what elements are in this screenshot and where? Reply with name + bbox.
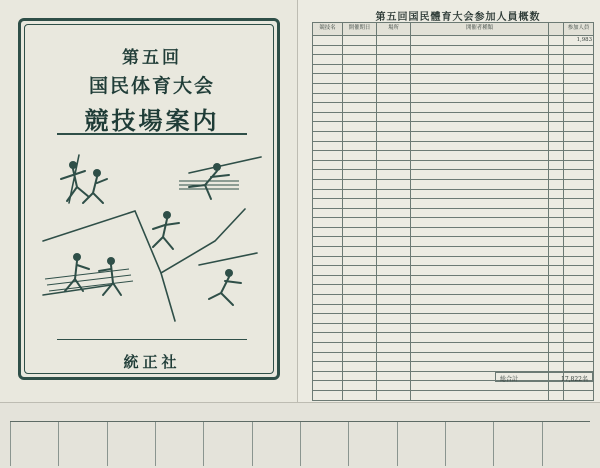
table-cell [313,323,343,333]
table-cell [343,112,377,122]
table-cell [549,304,564,314]
table-cell [549,323,564,333]
cover-rule [57,133,247,135]
table-cell [549,237,564,247]
table-cell [564,55,594,65]
table-cell [377,285,411,295]
table-cell [564,285,594,295]
table-cell [377,55,411,65]
table-cell [549,151,564,161]
table-cell [377,199,411,209]
table-cell [313,179,343,189]
table-cell [549,112,564,122]
table-cell [564,83,594,93]
table-cell [411,199,549,209]
table-row [313,74,594,84]
table-row [313,83,594,93]
cover-panel [0,0,298,402]
table-cell [564,122,594,132]
table-cell [564,141,594,151]
table-cell [313,93,343,103]
table-cell [564,93,594,103]
table-row [313,343,594,353]
table-cell [549,352,564,362]
strip-column [203,422,204,466]
table-cell [343,141,377,151]
table-cell [377,45,411,55]
table-cell [313,141,343,151]
table-row [313,362,594,372]
table-cell [411,93,549,103]
table-cell [343,208,377,218]
table-cell [564,199,594,209]
header-participants: 参加人員 [564,23,594,36]
table-cell [343,295,377,305]
table-cell [564,323,594,333]
table-cell [411,151,549,161]
cover-event-name: 国民体育大会 [88,75,215,97]
table-cell [313,275,343,285]
table-cell [564,74,594,84]
table-cell [564,189,594,199]
table-cell [313,237,343,247]
table-cell [564,390,594,400]
cover-frame [18,18,280,380]
table-cell [411,131,549,141]
table-cell [313,256,343,266]
table-row [313,266,594,276]
table-row [313,304,594,314]
table-cell [377,247,411,257]
table-cell [313,343,343,353]
table-cell [549,247,564,257]
table-row [313,199,594,209]
table-row [313,55,594,65]
table-row [313,390,594,400]
table-row [313,131,594,141]
table-cell [343,55,377,65]
table-cell [313,103,343,113]
table-cell [313,218,343,228]
table-cell [343,362,377,372]
table-cell [411,74,549,84]
table-cell [549,227,564,237]
table-cell [549,343,564,353]
table-cell [549,218,564,228]
table-cell [343,151,377,161]
table-cell [411,266,549,276]
table-cell [313,295,343,305]
table-row [313,93,594,103]
strip-column [300,422,301,466]
table-cell [343,256,377,266]
table-cell [377,275,411,285]
table-row [313,227,594,237]
cover-publisher: 統正社 [123,353,181,371]
header-event: 競技名 [313,23,343,36]
table-cell [549,64,564,74]
table-cell [377,371,411,381]
participants-table-title: 第五回国民體育大会参加人員概数 [375,12,541,23]
table-cell [377,256,411,266]
table-header-row [313,23,594,36]
table-cell [549,314,564,324]
table-cell [313,371,343,381]
table-cell [411,208,549,218]
table-cell [564,304,594,314]
table-cell [564,64,594,74]
table-cell [564,170,594,180]
table-cell [313,208,343,218]
table-cell [549,333,564,343]
table-row [313,112,594,122]
table-row [313,160,594,170]
table-cell [411,333,549,343]
table-cell [411,45,549,55]
table-cell [549,160,564,170]
total-label: 総合計 [500,376,519,383]
strip-column [252,422,253,466]
table-cell [564,237,594,247]
strip-column [493,422,494,466]
table-cell [377,227,411,237]
table-cell [377,314,411,324]
table-cell [377,74,411,84]
header-extra [549,23,564,36]
table-cell [411,112,549,122]
table-cell [411,170,549,180]
table-cell [411,64,549,74]
table-cell [377,362,411,372]
table-row [313,352,594,362]
table-cell [313,36,343,46]
bottom-strip-grid [10,421,590,465]
table-row [313,381,594,391]
table-cell [313,314,343,324]
table-row [313,122,594,132]
cover-edition: 第五回 [122,48,182,68]
table-cell [411,122,549,132]
table-cell [313,112,343,122]
table-cell [313,151,343,161]
table-cell [411,218,549,228]
table-cell [377,122,411,132]
table-cell [377,208,411,218]
strip-column [397,422,398,466]
table-cell [549,83,564,93]
table-cell [343,103,377,113]
strip-column [107,422,108,466]
table-cell [343,160,377,170]
table-row [313,275,594,285]
table-cell [564,333,594,343]
table-row [313,36,594,46]
table-cell [411,256,549,266]
table-cell [313,199,343,209]
participants-table [312,22,594,401]
table-cell [377,352,411,362]
table-cell [549,103,564,113]
table-cell [343,381,377,391]
table-cell [411,323,549,333]
table-cell [377,295,411,305]
table-row [313,218,594,228]
table-cell [343,237,377,247]
table-cell [313,83,343,93]
table-cell [343,371,377,381]
table-row [313,323,594,333]
table-cell [343,314,377,324]
table-row [313,314,594,324]
table-cell [564,256,594,266]
header-date: 開催期日 [343,23,377,36]
table-cell [549,170,564,180]
table-cell [411,83,549,93]
table-cell [564,208,594,218]
table-cell [377,160,411,170]
table-cell [411,103,549,113]
table-cell [411,285,549,295]
table-cell [377,36,411,46]
table-cell [343,36,377,46]
table-cell [377,333,411,343]
table-cell [549,285,564,295]
table-cell [343,199,377,209]
table-cell [343,285,377,295]
table-cell [377,83,411,93]
table-row [313,64,594,74]
table-cell [377,179,411,189]
table-row [313,103,594,113]
table-cell [411,362,549,372]
table-cell [549,131,564,141]
strip-column [58,422,59,466]
table-cell [377,141,411,151]
table-cell [411,381,549,391]
table-row [313,285,594,295]
table-cell [343,343,377,353]
table-cell [411,390,549,400]
table-cell [377,112,411,122]
table-cell [313,189,343,199]
table-cell [313,304,343,314]
table-cell [549,189,564,199]
table-cell [377,266,411,276]
table-cell [343,74,377,84]
table-row [313,295,594,305]
table-row [313,208,594,218]
strip-column [445,422,446,466]
table-cell [313,122,343,132]
table-cell [549,74,564,84]
table-cell [313,170,343,180]
table-row [313,247,594,257]
total-row [495,372,593,382]
table-cell [564,295,594,305]
table-cell [564,227,594,237]
table-cell [313,74,343,84]
table-cell [549,179,564,189]
table-cell [564,275,594,285]
strip-column [155,422,156,466]
table-cell [411,227,549,237]
table-cell [549,93,564,103]
table-cell [343,218,377,228]
table-cell [313,64,343,74]
table-cell [549,45,564,55]
table-cell [411,295,549,305]
header-venue: 場所 [377,23,411,36]
table-cell [549,208,564,218]
table-cell [343,333,377,343]
table-cell [411,304,549,314]
table-cell [313,45,343,55]
table-row [313,170,594,180]
table-cell [313,266,343,276]
table-cell [313,381,343,391]
table-cell [549,275,564,285]
table-row [313,189,594,199]
cover-title: 競技場案内 [84,106,220,135]
table-cell [343,227,377,237]
table-cell [564,314,594,324]
table-cell [313,362,343,372]
table-cell [343,122,377,132]
strip-column [348,422,349,466]
table-cell [313,333,343,343]
table-cell [564,160,594,170]
table-cell [343,304,377,314]
table-cell [377,304,411,314]
table-cell [564,179,594,189]
table-cell [343,131,377,141]
table-cell [549,199,564,209]
table-cell [377,323,411,333]
table-cell [343,323,377,333]
table-cell [343,64,377,74]
table-row [313,179,594,189]
table-cell [377,93,411,103]
table-cell [377,170,411,180]
table-cell [377,64,411,74]
table-cell [377,390,411,400]
participants-panel [298,0,600,402]
table-cell [411,314,549,324]
table-cell [343,83,377,93]
table-cell [411,247,549,257]
table-cell [564,151,594,161]
bottom-strip [0,402,600,468]
table-cell [564,112,594,122]
table-cell [411,343,549,353]
table-cell [564,362,594,372]
table-cell [549,295,564,305]
table-cell [343,247,377,257]
total-value: 17,822名 [561,376,588,383]
table-cell: 1,983 [564,36,594,46]
table-cell [377,131,411,141]
table-row [313,45,594,55]
table-cell [313,247,343,257]
table-cell [343,170,377,180]
table-cell [411,189,549,199]
strip-column [10,422,11,466]
table-cell [564,218,594,228]
table-cell [343,179,377,189]
athletes-illustration [39,145,265,325]
table-cell [313,227,343,237]
table-cell [549,266,564,276]
strip-column [542,422,543,466]
table-row [313,141,594,151]
table-cell [377,189,411,199]
table-cell [411,55,549,65]
table-cell [313,285,343,295]
table-cell [549,256,564,266]
table-cell [411,36,549,46]
table-cell [564,266,594,276]
table-cell [411,179,549,189]
table-cell [411,141,549,151]
table-cell [377,218,411,228]
table-cell [411,275,549,285]
table-cell [377,103,411,113]
table-cell [343,93,377,103]
table-cell [564,45,594,55]
table-cell [313,55,343,65]
table-cell [377,381,411,391]
table-row [313,333,594,343]
table-cell [549,55,564,65]
table-cell [313,160,343,170]
table-cell [377,237,411,247]
table-cell [549,362,564,372]
table-cell [549,36,564,46]
table-cell [313,131,343,141]
table-cell [343,275,377,285]
table-cell [343,352,377,362]
cover-publisher-rule [57,339,247,340]
table-cell [343,45,377,55]
table-cell [411,237,549,247]
table-cell [549,141,564,151]
table-row [313,151,594,161]
table-cell [549,390,564,400]
table-cell [411,352,549,362]
table-cell [343,189,377,199]
table-cell [564,131,594,141]
table-row [313,256,594,266]
header-category: 開催者種類 [411,23,549,36]
table-cell [564,352,594,362]
table-cell [343,390,377,400]
table-cell [313,352,343,362]
table-cell [564,343,594,353]
table-cell [343,266,377,276]
table-cell [377,151,411,161]
table-cell [564,103,594,113]
table-cell [313,390,343,400]
table-cell [549,122,564,132]
table-cell [411,160,549,170]
table-cell [564,247,594,257]
table-body [313,36,594,401]
table-cell [377,343,411,353]
table-row [313,237,594,247]
